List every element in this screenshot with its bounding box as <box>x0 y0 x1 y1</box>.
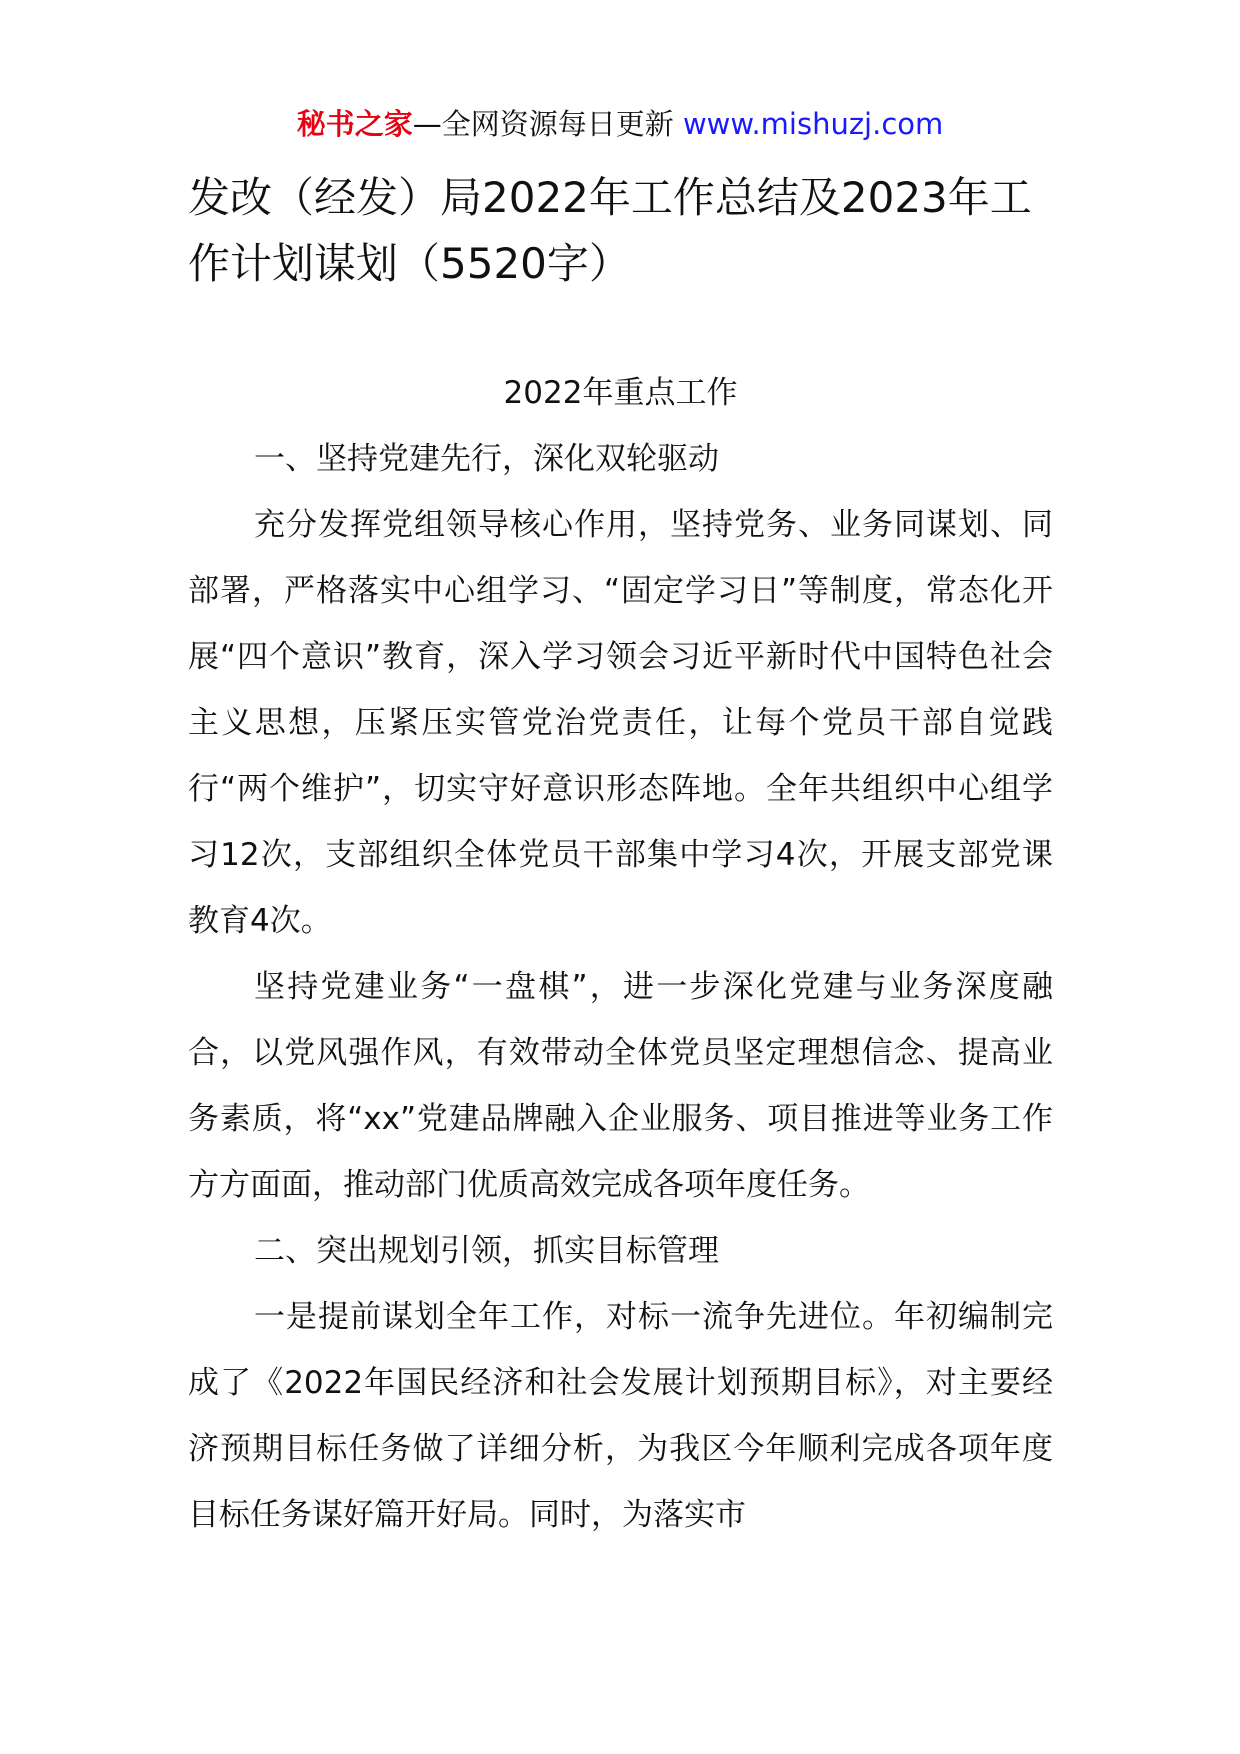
site-header <box>0 104 1240 144</box>
document-body <box>188 360 1053 1548</box>
heading-2: 二、突出规划引领，抓实目标管理 <box>254 1233 719 1269</box>
paragraph-3: 一是提前谋划全年工作，对标一流争先进位。年初编制完成了《2022年国民经济和社会发展计划预期目标》，对主要经济预期目标任务做了详细分析，为我区今年顺利完成各项年度目标任务谋好篇开好局。同时，为落实市 <box>188 1299 1053 1533</box>
document-title: 发改（经发）局2022年工作总结及2023年工作计划谋划（5520字） <box>188 173 1032 288</box>
brand-name: 秘书之家 <box>296 107 413 141</box>
heading-1: 一、坚持党建先行，深化双轮驱动 <box>254 441 719 477</box>
site-tagline: —全网资源每日更新 <box>412 107 674 141</box>
site-url-link[interactable]: www.mishuzj.com <box>682 107 944 141</box>
section-title: 2022年重点工作 <box>503 375 738 411</box>
paragraph-1: 充分发挥党组领导核心作用，坚持党务、业务同谋划、同部署，严格落实中心组学习、“固定学习日”等制度，常态化开展“四个意识”教育，深入学习领会习近平新时代中国特色社会主义思想，压紧压实管党治党责任，让每个党员干部自觉践行“两个维护”，切实守好意识形态阵地。全年共组织中心组学习12次，支部组织全体党员干部集中学习4次，开展支部党课教育4次。 <box>188 507 1053 939</box>
paragraph-2: 坚持党建业务“一盘棋”，进一步深化党建与业务深度融合，以党风强作风，有效带动全体党员坚定理想信念、提高业务素质，将“xx”党建品牌融入企业服务、项目推进等业务工作方方面面，推动部门优质高效完成各项年度任务。 <box>188 969 1053 1203</box>
